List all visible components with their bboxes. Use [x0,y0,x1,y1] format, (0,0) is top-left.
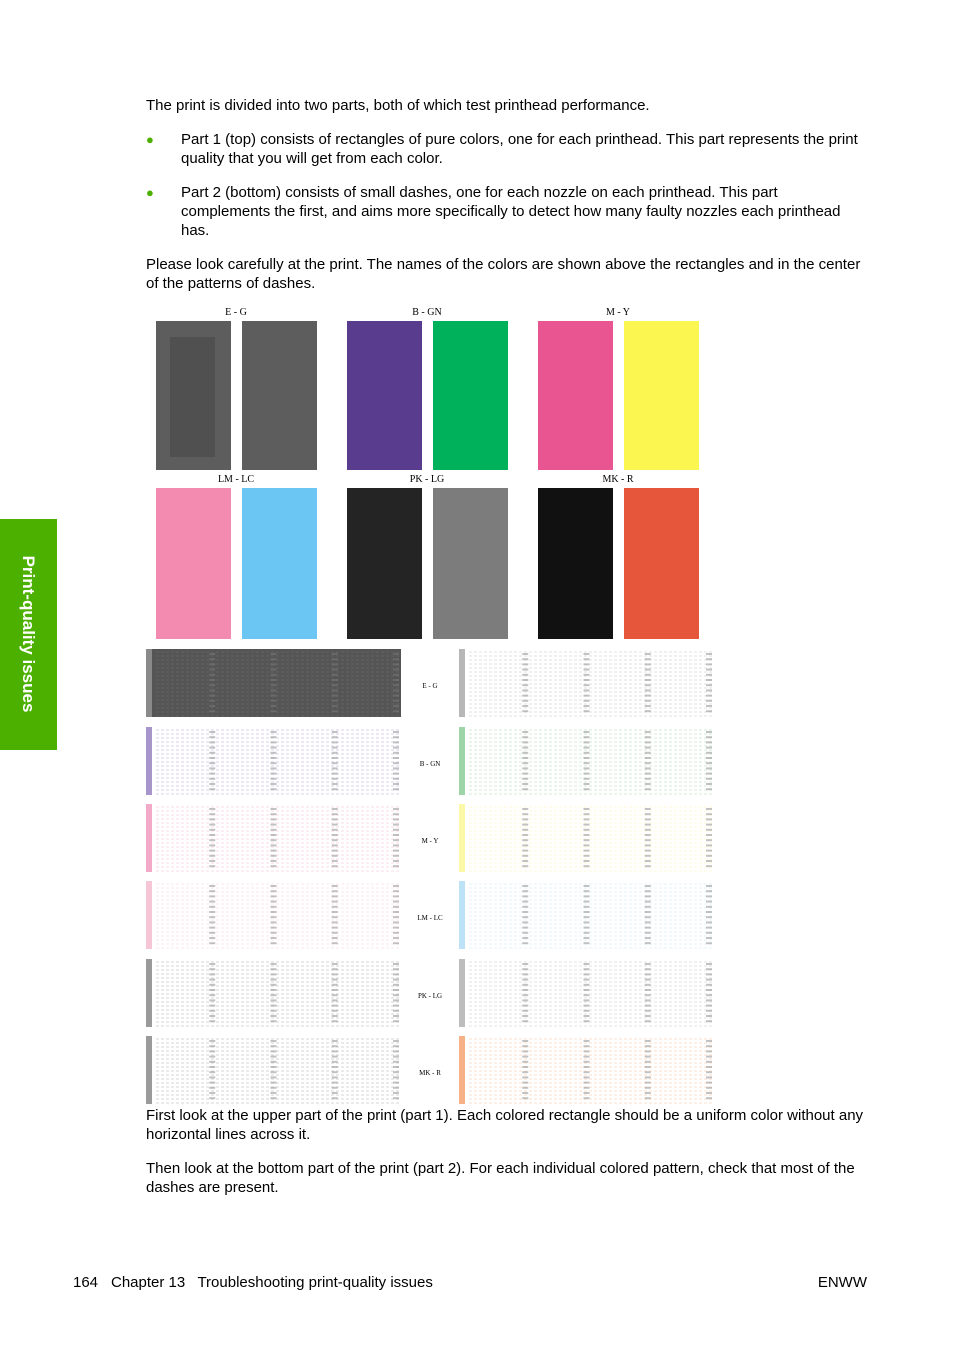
part1-paragraph: First look at the upper part of the print (part 1). Each colored rectangle should be a uniform color without any horizontal lines across it. [146,1107,864,1143]
side-tab-label: Print-quality issues [19,555,38,713]
pattern-label: LM - LC [417,914,443,922]
color-swatch [538,321,613,470]
swatch-label: PK - LG [409,474,445,485]
color-swatch [347,488,422,639]
dash-pattern [146,649,401,717]
dash-pattern [146,1036,401,1104]
swatch-label: LM - LC [217,474,255,485]
dash-pattern [459,959,714,1027]
swatch-label: B - GN [412,307,442,318]
footer-right: ENWW [817,1274,867,1291]
bullet-text: Part 1 (top) consists of rectangles of pure colors, one for each printhead. This part represents the print quality that you will get from each color. [181,131,858,167]
swatch-label: E - G [225,307,247,318]
side-tab [0,519,57,750]
bullet-item [146,130,871,170]
bullet-dot-icon: ● [146,185,154,200]
color-swatch [242,321,317,470]
part2-paragraph: Then look at the bottom part of the print (part 2). For each individual colored pattern, check that most of the dashes are present. [146,1160,855,1196]
color-swatch [433,488,508,639]
color-swatch [538,488,613,639]
dash-pattern [459,1036,714,1104]
swatch-inner-block [170,337,215,457]
dash-pattern [459,804,714,872]
color-swatch [156,488,231,639]
dash-pattern [459,727,714,795]
color-swatch [624,488,699,639]
footer-chapter: Chapter 13 Troubleshooting print-quality issues [111,1274,433,1291]
pattern-label: M - Y [421,837,439,845]
color-swatch [624,321,699,470]
intro-paragraph: The print is divided into two parts, both of which test printhead performance. [146,97,650,114]
color-swatch [242,488,317,639]
dash-pattern [459,881,714,949]
color-swatch [347,321,422,470]
swatch-label: M - Y [605,307,631,318]
pattern-label: MK - R [419,1069,441,1077]
dash-pattern [459,649,714,717]
dash-pattern [146,727,401,795]
dash-pattern [146,881,401,949]
bullet-text: Part 2 (bottom) consists of small dashes, one for each nozzle on each printhead. This part complements the first, and aims more specifically to detect how many faulty nozzles each printhead has. [181,184,841,239]
dash-pattern [146,959,401,1027]
dash-pattern [146,804,401,872]
bullet-dot-icon: ● [146,132,154,147]
pattern-label: B - GN [419,760,441,768]
pattern-label: E - G [422,682,438,690]
bullet-item [146,183,871,243]
pattern-label: PK - LG [417,992,443,1000]
color-swatch [433,321,508,470]
look-paragraph: Please look carefully at the print. The names of the colors are shown above the rectangles and in the center of the patterns of dashes. [146,256,861,292]
swatch-label: MK - R [602,474,634,485]
footer-page-number: 164 [73,1274,99,1291]
